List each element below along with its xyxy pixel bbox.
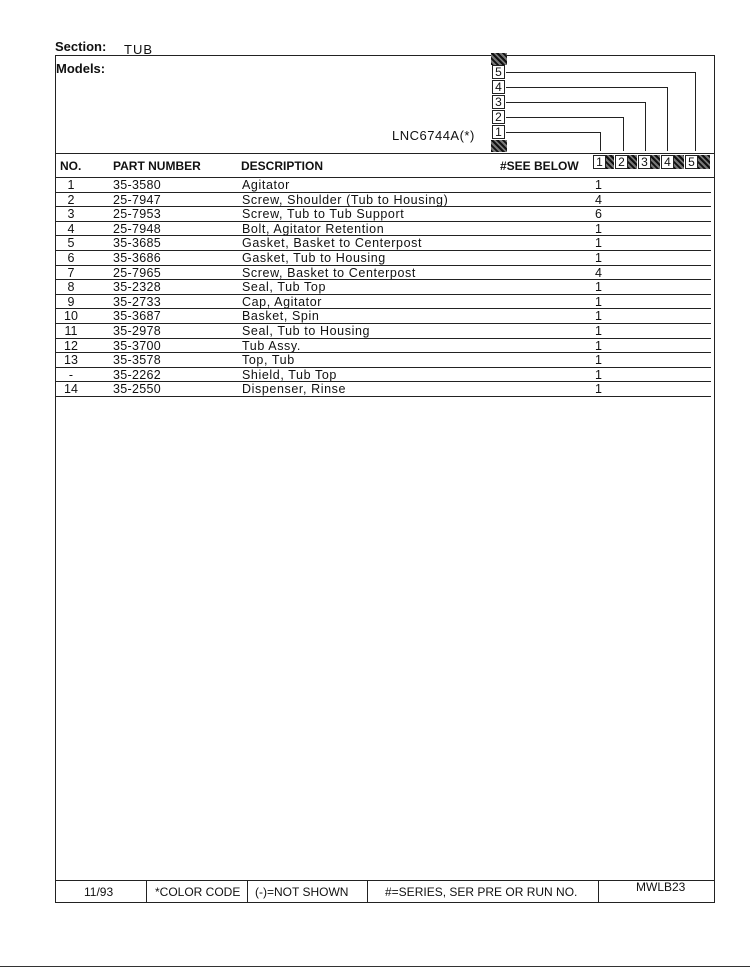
section-value: TUB [124,42,153,57]
row-description: Gasket, Basket to Centerpost [242,236,423,251]
row-description: Top, Tub [242,353,295,368]
row-no: 2 [67,192,75,207]
table-row [55,339,711,354]
row-no: 12 [64,338,78,353]
row-part-number: 35-2733 [113,294,161,309]
row-part-number: 35-3686 [113,251,161,265]
row-description: Cap, Agitator [242,294,323,309]
table-row [55,178,711,193]
row-qty: 1 [595,221,602,236]
model-col-4: 4 [661,155,674,169]
leader-drop-2 [623,117,624,151]
table-row [55,222,711,237]
model-slot-2: 2 [492,110,505,124]
leader-drop-5 [695,72,696,151]
footer-series-note: #=SERIES, SER PRE OR RUN NO. [385,885,578,899]
model-col-2: 2 [615,155,628,169]
row-no: 9 [67,294,75,309]
row-description: Basket, Spin [242,309,320,324]
row-rule [55,396,711,397]
footer-color-code: *COLOR CODE [155,885,241,899]
page-bottom-rule [0,966,750,967]
table-row [55,382,711,397]
row-part-number: 35-3685 [113,236,161,251]
footer-doc-code: MWLB23 [636,880,686,894]
row-description: Gasket, Tub to Housing [242,251,386,265]
row-qty: 1 [595,382,602,397]
table-row [55,266,711,281]
row-part-number: 35-3687 [113,309,161,324]
row-no: 4 [67,221,75,236]
table-row [55,353,711,368]
row-qty: 1 [595,294,602,309]
leader-line-1 [506,132,600,133]
row-qty: 1 [595,309,602,324]
row-no: 6 [67,251,75,265]
leader-drop-4 [667,87,668,151]
model-slot-1: 1 [492,125,505,139]
row-part-number: 35-2328 [113,280,161,295]
row-qty: 1 [595,353,602,368]
row-description: Shield, Tub Top [242,367,337,382]
row-no: - [68,367,74,382]
row-part-number: 25-7953 [113,207,161,222]
leader-line-4 [506,87,667,88]
row-no: 1 [67,178,75,192]
table-row [55,193,711,208]
row-qty: 1 [595,251,602,265]
row-description: Seal, Tub Top [242,280,327,295]
footer-not-shown: (-)=NOT SHOWN [255,885,349,899]
row-part-number: 35-2550 [113,382,161,397]
row-no: 8 [67,280,75,295]
row-qty: 1 [595,178,602,192]
row-no: 14 [64,382,78,397]
row-part-number: 35-3700 [113,338,161,353]
model-col-5: 5 [685,155,698,169]
leader-drop-3 [645,102,646,151]
table-row [55,251,711,266]
table-row [55,368,711,383]
row-description: Dispenser, Rinse [242,382,347,397]
row-no: 10 [64,309,78,324]
model-slot-3: 3 [492,95,505,109]
col-header-description: DESCRIPTION [241,159,324,173]
slot-stack-cap-bottom [491,140,507,152]
model-col-divider [606,155,614,169]
slot-stack-cap-top [491,53,507,65]
row-part-number: 35-3578 [113,353,161,368]
model-col-divider [698,155,710,169]
row-qty: 1 [595,324,602,338]
row-description: Bolt, Agitator Retention [242,221,385,236]
table-row [55,324,711,339]
table-row [55,295,711,310]
row-part-number: 35-3580 [113,178,161,192]
models-label: Models: [56,61,106,76]
model-col-divider [651,155,660,169]
row-qty: 1 [595,236,602,251]
leader-drop-1 [600,132,601,151]
row-no: 7 [67,265,75,280]
row-description: Agitator [242,178,290,192]
row-part-number: 25-7948 [113,221,161,236]
footer-divider [146,880,147,903]
row-no: 13 [64,353,78,368]
section-label: Section: [55,39,107,54]
row-description: Screw, Tub to Tub Support [242,207,405,222]
footer-separator [55,880,715,881]
footer-divider [598,880,599,903]
row-part-number: 35-2978 [113,324,161,338]
leader-line-3 [506,102,645,103]
model-slot-5: 5 [492,65,505,79]
row-no: 5 [67,236,75,251]
row-part-number: 25-7947 [113,192,161,207]
row-description: Seal, Tub to Housing [242,324,371,338]
model-slot-4: 4 [492,80,505,94]
model-col-3: 3 [638,155,651,169]
col-header-see-below: #SEE BELOW [500,159,579,173]
row-part-number: 25-7965 [113,265,161,280]
model-name: LNC6744A(*) [392,128,475,143]
footer-divider [247,880,248,903]
row-part-number: 35-2262 [113,367,161,382]
row-qty: 1 [595,280,602,295]
row-qty: 6 [595,207,602,222]
model-col-divider [628,155,637,169]
model-col-1: 1 [593,155,606,169]
table-row [55,280,711,295]
row-qty: 1 [595,338,602,353]
footer-divider [367,880,368,903]
table-row [55,309,711,324]
row-qty: 4 [595,265,602,280]
model-col-divider [674,155,684,169]
row-description: Screw, Basket to Centerpost [242,265,416,280]
row-qty: 4 [595,192,602,207]
col-header-part-number: PART NUMBER [113,159,201,173]
row-no: 3 [67,207,75,222]
row-description: Screw, Shoulder (Tub to Housing) [242,192,449,207]
footer-date: 11/93 [84,885,114,899]
table-row [55,236,711,251]
col-header-no: NO. [60,159,82,173]
row-no: 11 [64,324,78,338]
leader-line-2 [506,117,623,118]
header-separator [55,153,715,154]
leader-line-5 [506,72,696,73]
row-qty: 1 [595,367,602,382]
table-row [55,207,711,222]
row-description: Tub Assy. [242,338,301,353]
